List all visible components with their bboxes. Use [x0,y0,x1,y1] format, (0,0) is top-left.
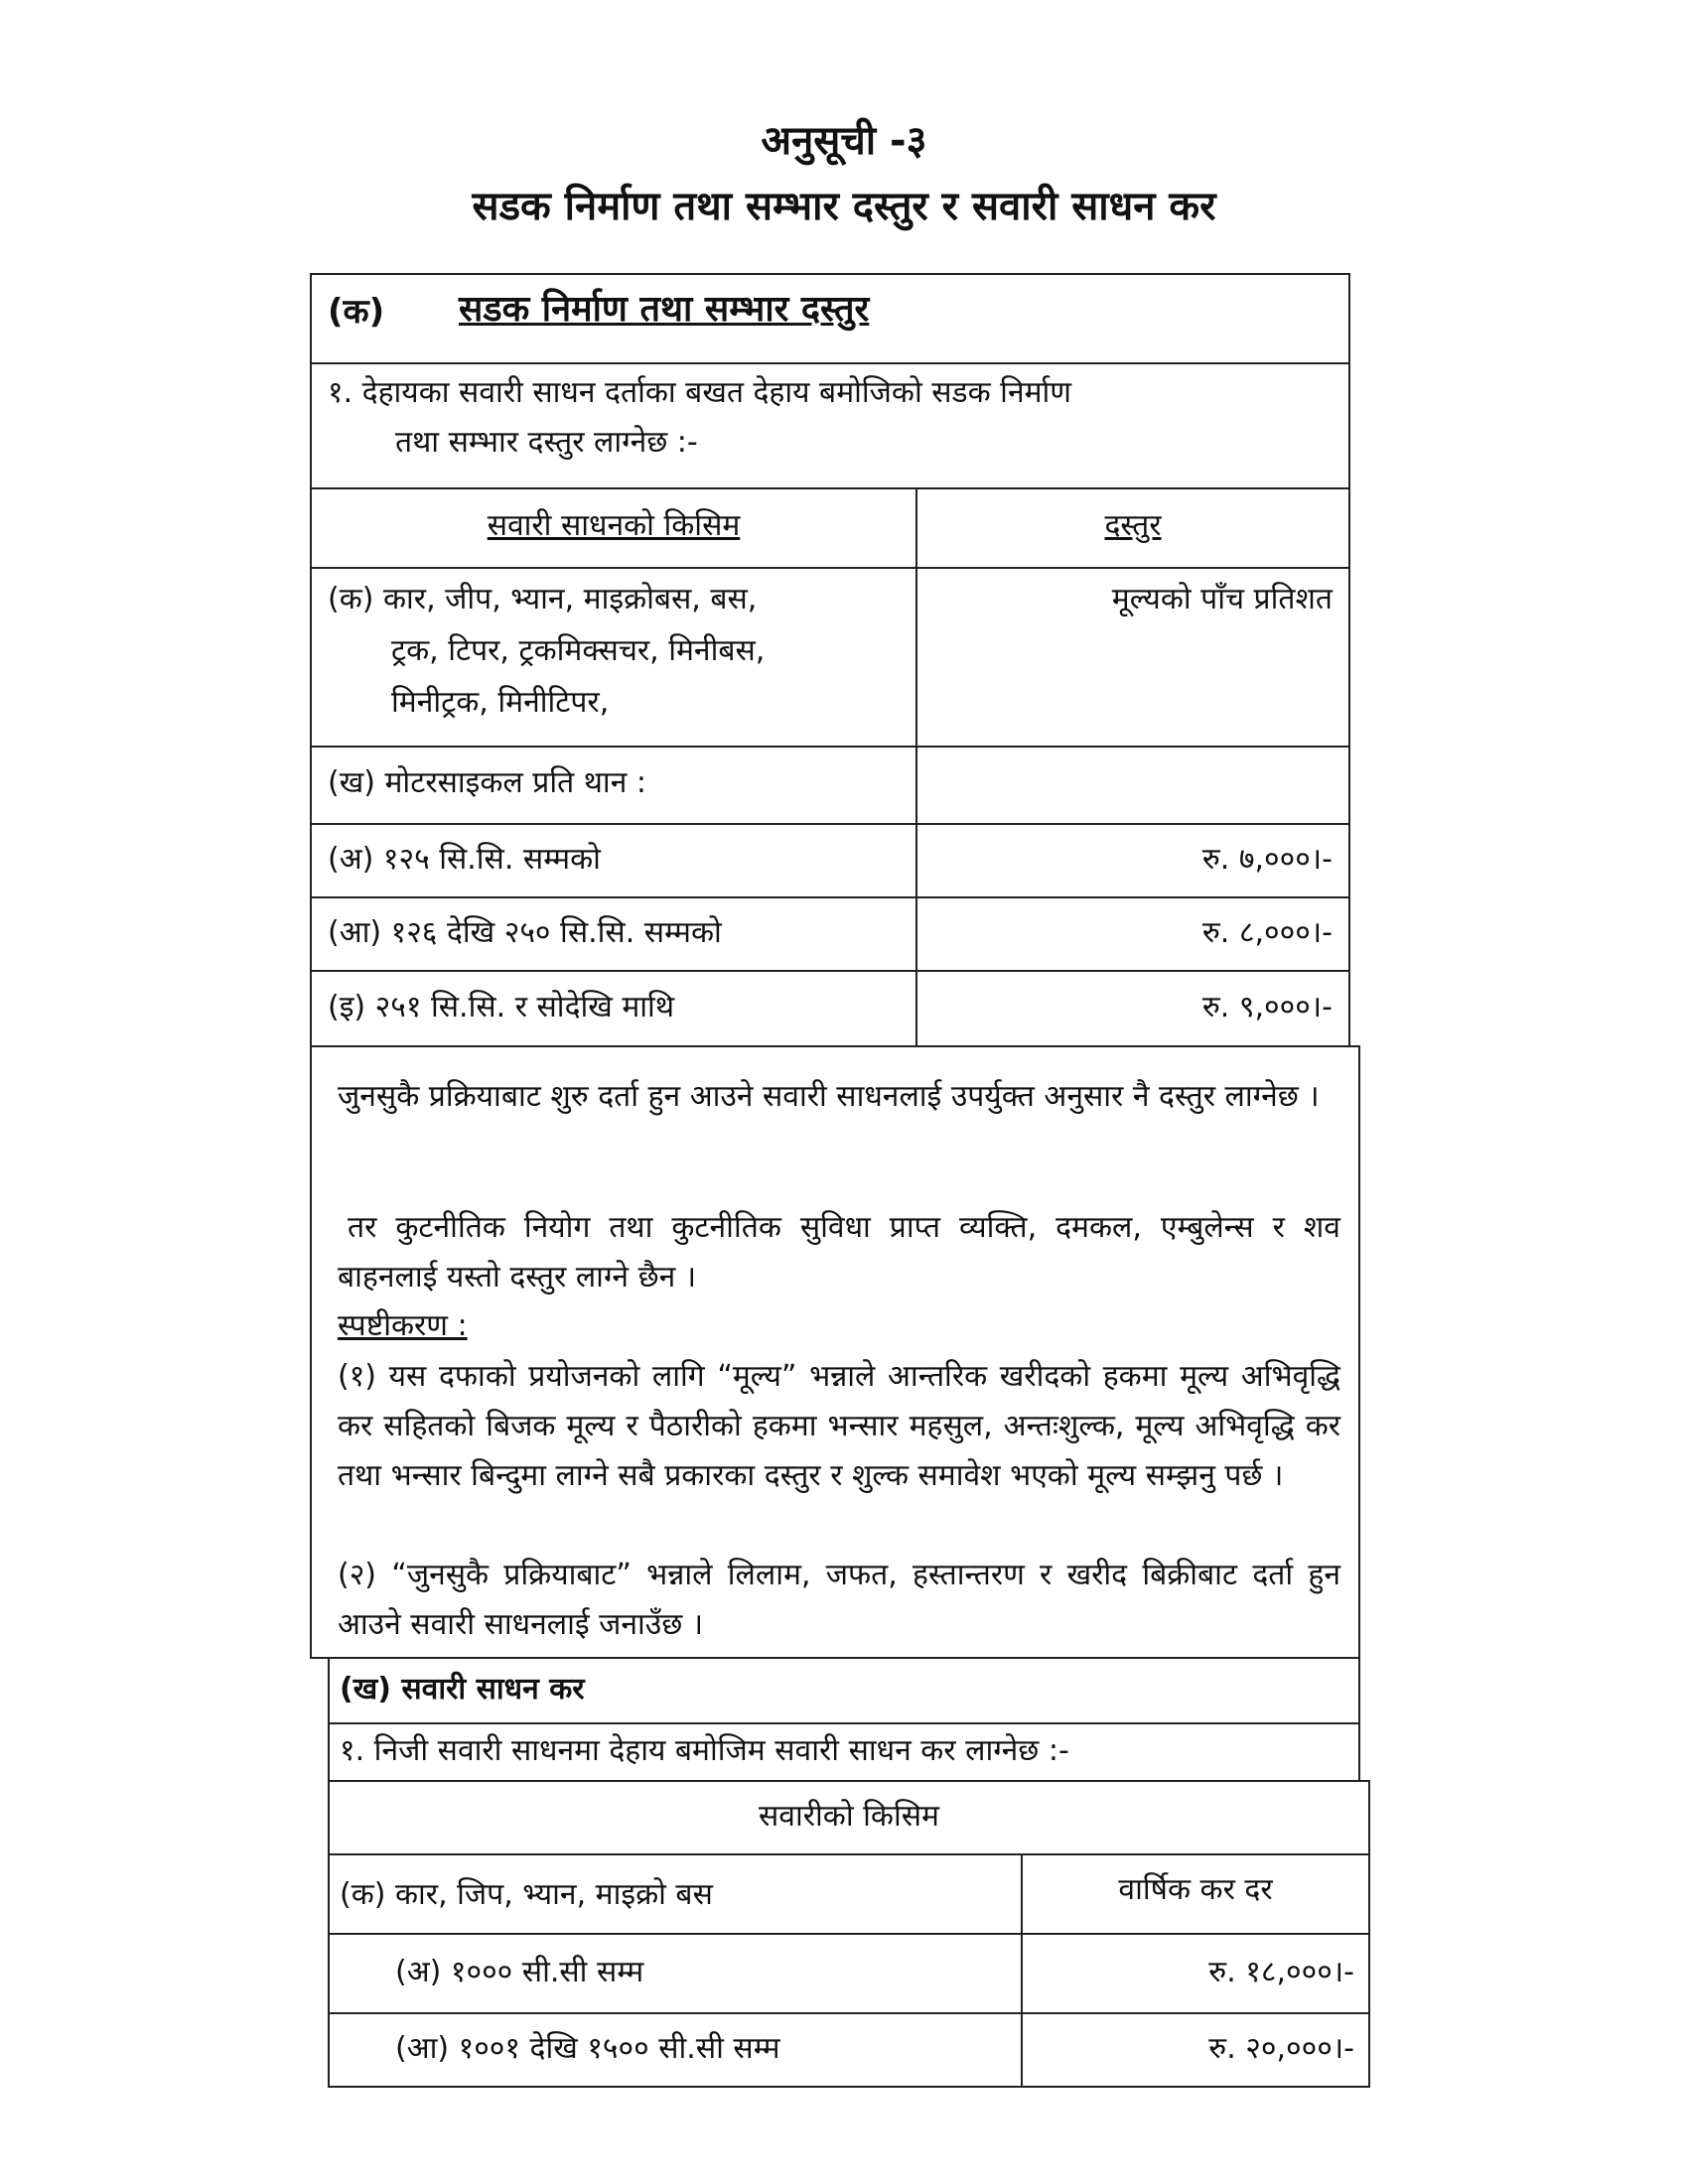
col-vehicle-type: सवारी साधनको किसिम [487,508,741,543]
main-title: सडक निर्माण तथा सम्भार दस्तुर र सवारी साधन कर [472,184,1216,229]
row4-label: (आ) १२६ देखि २५० सि.सि. सम्मको [328,915,722,950]
section-b-title: (ख) सवारी साधन कर [340,1672,585,1706]
tax-col-vehicle-type: सवारीको किसिम [759,1799,939,1834]
tax-col-category: (क) कार, जिप, भ्यान, माइक्रो बस [340,1877,713,1912]
col-fee: दस्तुर [1104,508,1162,543]
section-a-intro-line1: १. देहायका सवारी साधन दर्ताका बखत देहाय बमोजिको सडक निर्माण [328,375,1072,410]
row3-fee: रु. ७,०००।- [1201,842,1333,877]
row1-line3: मिनीट्रक, मिनीटिपर, [391,685,610,720]
tax-row1-rate: रु. १८,०००।- [1208,1955,1354,1989]
note-paragraph-2: तर कुटनीतिक नियोग तथा कुटनीतिक सुविधा प्राप्त व्यक्ति, दमकल, एम्बुलेन्स र शव बाहनलाई यस्तो दस्तुर लाग्ने छैन । [338,1210,1340,1295]
section-a-intro-line2: तथा सम्भार दस्तुर लाग्नेछ :- [395,425,698,460]
note-paragraph-1: जुनसुकै प्रक्रियाबाट शुरु दर्ता हुन आउने सवारी साधनलाई उपर्युक्त अनुसार नै दस्तुर लाग्नेछ । [338,1079,1320,1114]
row1-fee: मूल्यको पाँच प्रतिशत [1111,582,1333,616]
row4-fee: रु. ८,०००।- [1201,915,1333,950]
row5-label: (इ) २५१ सि.सि. र सोदेखि माथि [328,990,675,1024]
row5-fee: रु. ९,०००।- [1201,990,1333,1024]
clarification-label: स्पष्टीकरण : [338,1308,468,1343]
section-b-intro: १. निजी सवारी साधनमा देहाय बमोजिम सवारी साधन कर लाग्नेछ :- [340,1733,1069,1768]
clarification-1: (१) यस दफाको प्रयोजनको लागि “मूल्य” भन्नाले आन्तरिक खरीदको हकमा मूल्य अभिवृद्धि कर सहितको बिजक मूल्य र पैठारीको हकमा भन्सार महसुल, अन्तःशुल्क, मूल्य अभिवृद्धि कर तथा भन्सार बिन्दुमा लाग्ने सबै प्रकारका दस्तुर र शुल्क समावेश भएको मूल्य सम्झनु पर्छ । [338,1359,1340,1493]
row2-label: (ख) मोटरसाइकल प्रति थान : [328,765,646,800]
tax-row2-label: (आ) १००१ देखि १५०० सी.सी सम्म [395,2031,780,2066]
tax-row1-label: (अ) १००० सी.सी सम्म [395,1955,644,1989]
clarification-2: (२) “जुनसुकै प्रक्रियाबाट” भन्नाले लिलाम, जफत, हस्तान्तरण र खरीद बिक्रीबाट दर्ता हुन आउने सवारी साधनलाई जनाउँछ । [338,1558,1340,1642]
tax-row2-rate: रु. २०,०००।- [1208,2031,1354,2066]
tax-col-annual-rate: वार्षिक कर दर [1118,1872,1273,1907]
section-a-label: (क) [328,292,385,332]
row1-line1: (क) कार, जीप, भ्यान, माइक्रोबस, बस, [328,582,758,616]
row1-line2: ट्रक, टिपर, ट्रकमिक्सचर, मिनीबस, [391,633,766,668]
schedule-title: अनुसूची -३ [761,118,927,164]
row3-label: (अ) १२५ सि.सि. सम्मको [328,842,601,877]
section-a-title: सडक निर्माण तथा सम्भार दस्तुर [459,289,870,330]
table-row-fee-cell [915,746,1350,825]
